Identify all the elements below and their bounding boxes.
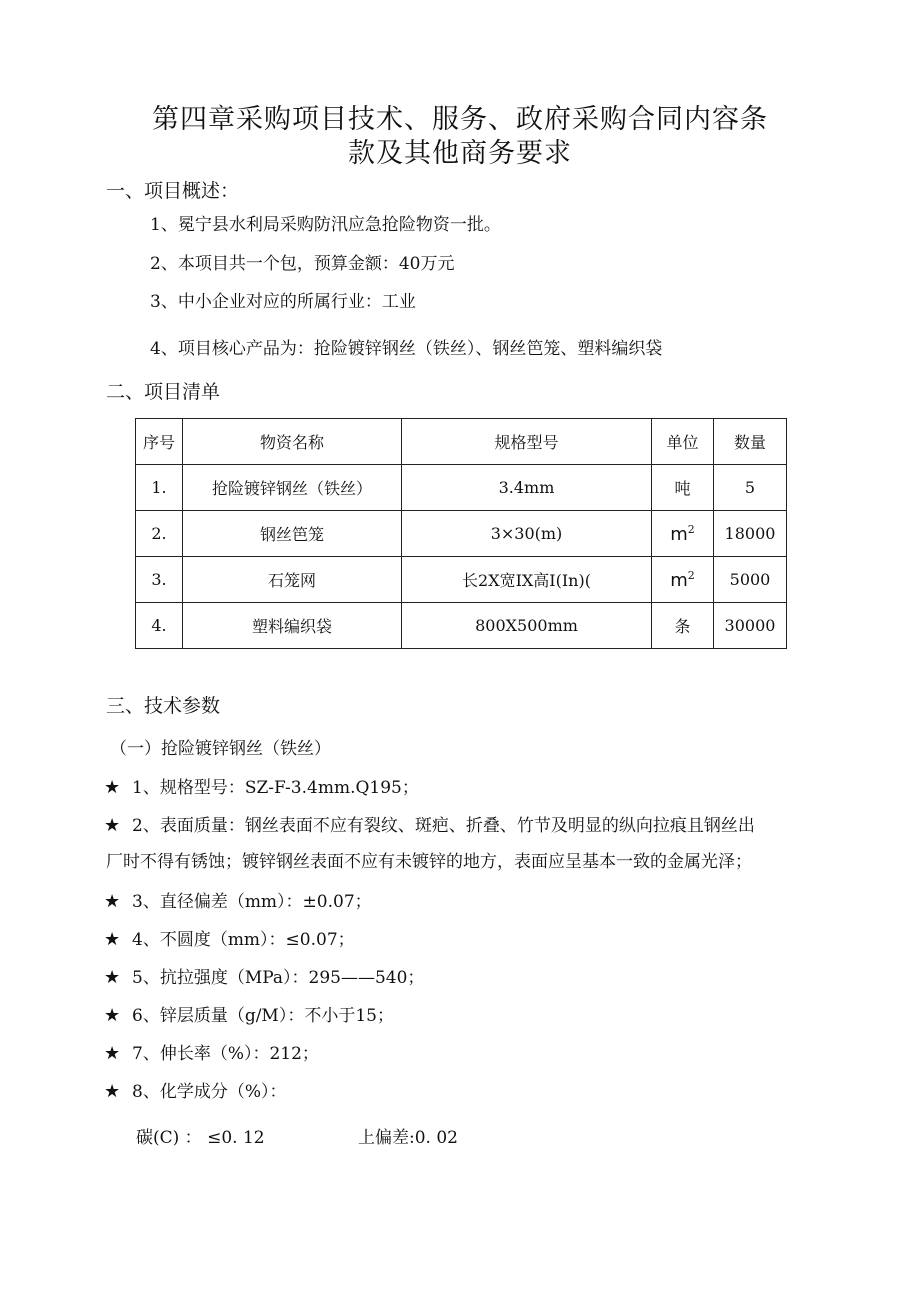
cell-unit: [652, 557, 714, 603]
page-title-line-2: 款及其他商务要求: [348, 138, 572, 169]
star-icon: ★: [104, 1005, 121, 1026]
header-no: 序号: [136, 419, 183, 465]
tech-item-text: 3、直径偏差（mm）：±0.07；: [132, 892, 372, 912]
tech-item-3: [104, 891, 372, 913]
cell-spec: 800X500mm: [402, 603, 652, 649]
carbon-content: 碳(C) ： ≤0. 12: [136, 1128, 265, 1148]
overview-item-4: 4、项目核心产品为：抢险镀锌钢丝（铁丝）、钢丝笆笼、塑料编织袋: [150, 339, 663, 359]
tech-item-text: 7、伸长率（%）：212；: [132, 1044, 319, 1064]
cell-name: 塑料编织袋: [183, 603, 402, 649]
star-icon: ★: [104, 815, 121, 836]
header-spec: 规格型号: [402, 419, 652, 465]
tech-sub-heading: （一）抢险镀锌钢丝（铁丝）: [110, 739, 331, 759]
table-row: [136, 557, 787, 603]
cell-qty: 18000: [714, 511, 787, 557]
header-qty: 数量: [714, 419, 787, 465]
star-icon: ★: [104, 891, 121, 912]
tech-item-text: 6、锌层质量（g/M）：不小于15；: [132, 1006, 394, 1026]
tech-item-text: 8、化学成分（%）：: [132, 1082, 287, 1102]
cell-spec: 长2X宽IX高I(In)(: [402, 557, 652, 603]
table-row: [136, 465, 787, 511]
tech-item-4: [104, 929, 355, 951]
cell-no: 1.: [136, 465, 183, 511]
cell-qty: 30000: [714, 603, 787, 649]
cell-no: 4.: [136, 603, 183, 649]
cell-unit: 吨: [652, 465, 714, 511]
unit-superscript: 2: [687, 568, 695, 582]
star-icon: ★: [104, 1081, 121, 1102]
tech-item-text: 2、表面质量：钢丝表面不应有裂纹、斑疤、折叠、竹节及明显的纵向拉痕且钢丝出: [132, 816, 755, 836]
header-name: 物资名称: [183, 419, 402, 465]
unit-symbol: m: [670, 569, 688, 591]
star-icon: ★: [104, 777, 121, 798]
star-icon: ★: [104, 967, 121, 988]
cell-name: 钢丝笆笼: [183, 511, 402, 557]
tech-item-1: [104, 777, 419, 799]
overview-heading: 一、项目概述：: [106, 180, 240, 202]
carbon-deviation: 上偏差:0. 02: [358, 1128, 458, 1148]
table-row: [136, 511, 787, 557]
tech-item-8: [104, 1081, 286, 1103]
tech-item-7: [104, 1043, 319, 1065]
cell-qty: 5000: [714, 557, 787, 603]
cell-spec: 3.4mm: [402, 465, 652, 511]
tech-item-text: 4、不圆度（mm）：≤0.07；: [132, 930, 355, 950]
header-unit: 单位: [652, 419, 714, 465]
overview-item-2: 2、本项目共一个包，预算金额：40万元: [150, 254, 455, 274]
cell-name: 石笼网: [183, 557, 402, 603]
tech-item-2-continuation: 厂时不得有锈蚀；镀锌钢丝表面不应有未镀锌的地方，表面应呈基本一致的金属光泽；: [106, 852, 752, 872]
item-list-table: [135, 418, 787, 649]
cell-no: 2.: [136, 511, 183, 557]
overview-item-3: 3、中小企业对应的所属行业：工业: [150, 292, 416, 312]
table-header-row: [136, 419, 787, 465]
table-row: [136, 603, 787, 649]
tech-heading: 三、技术参数: [106, 695, 221, 717]
cell-unit: [652, 511, 714, 557]
cell-unit: 条: [652, 603, 714, 649]
tech-item-text: 1、规格型号：SZ-F-3.4mm.Q195；: [132, 778, 419, 798]
page-title-line-1: 第四章采购项目技术、服务、政府采购合同内容条: [152, 104, 768, 135]
overview-item-1: 1、冕宁县水利局采购防汛应急抢险物资一批。: [150, 215, 501, 235]
unit-symbol: m: [670, 523, 688, 545]
cell-qty: 5: [714, 465, 787, 511]
cell-name: 抢险镀锌钢丝（铁丝）: [183, 465, 402, 511]
cell-no: 3.: [136, 557, 183, 603]
unit-superscript: 2: [687, 522, 695, 536]
tech-item-text: 5、抗拉强度（MPa）：295——540；: [132, 968, 425, 988]
cell-spec: 3×30(m): [402, 511, 652, 557]
star-icon: ★: [104, 929, 121, 950]
tech-item-6: [104, 1005, 394, 1027]
list-heading: 二、项目清单: [106, 381, 221, 403]
tech-item-2: [104, 815, 755, 837]
star-icon: ★: [104, 1043, 121, 1064]
tech-item-5: [104, 967, 424, 989]
